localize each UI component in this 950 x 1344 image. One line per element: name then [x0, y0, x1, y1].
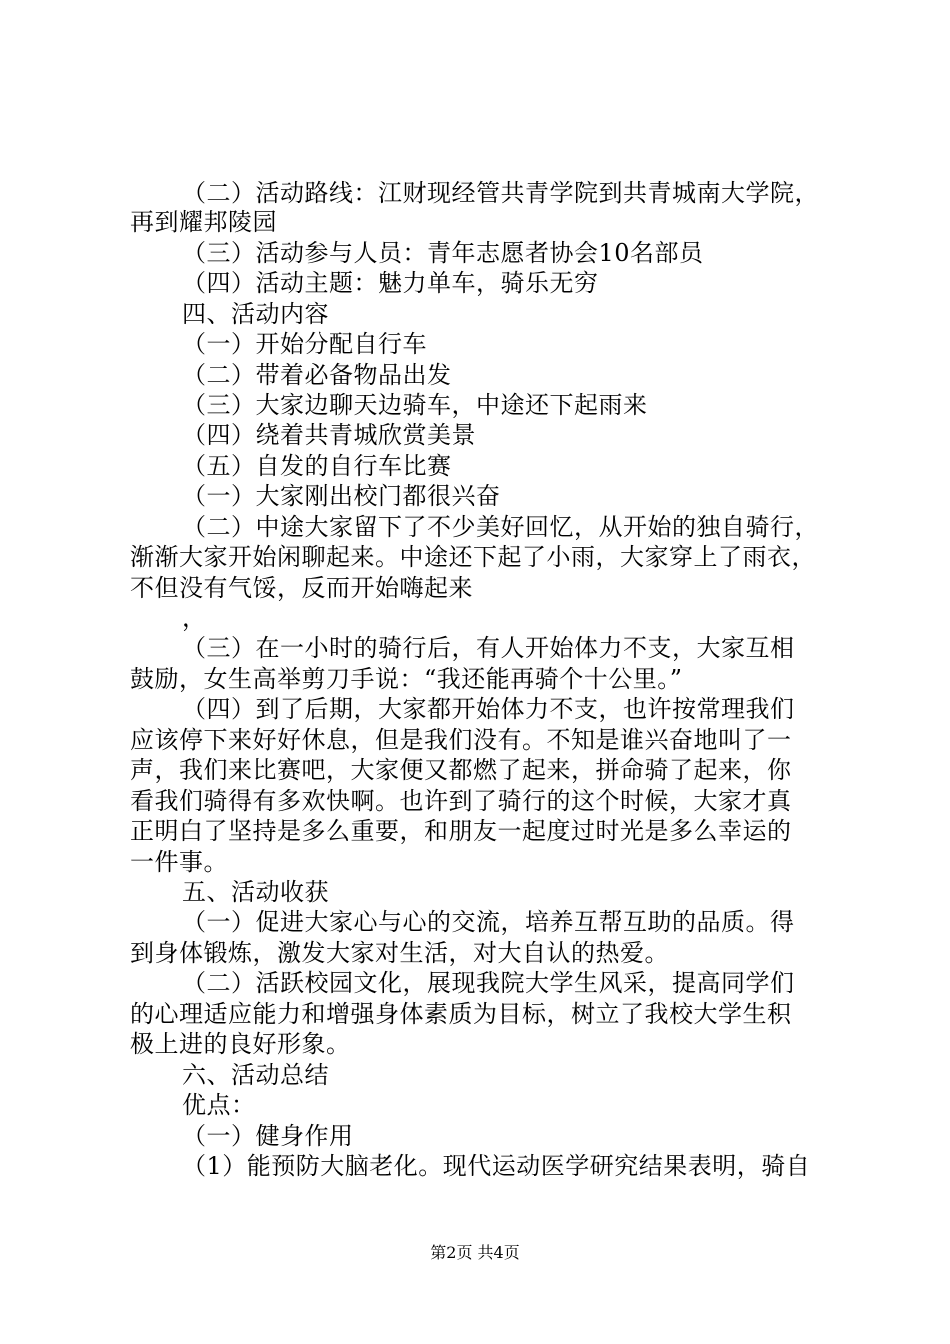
text-line: （四）绕着共青城欣赏美景 — [182, 421, 476, 449]
page-number-footer: 第2页 共4页 — [430, 1243, 520, 1262]
text-line: 渐渐大家开始闲聊起来。中途还下起了小雨，大家穿上了雨衣， — [130, 543, 816, 571]
section-heading: 五、活动收获 — [182, 878, 329, 906]
text-line: （一）大家刚出校门都很兴奋 — [182, 482, 501, 510]
text-line: （二）活跃校园文化，展现我院大学生风采，提高同学们 — [182, 969, 795, 997]
text-line: 优点： — [182, 1091, 256, 1119]
text-line: （三）大家边聊天边骑车，中途还下起雨来 — [182, 391, 648, 419]
text-line: （四）到了后期，大家都开始体力不支，也许按常理我们 — [182, 695, 795, 723]
text-line: 应该停下来好好休息，但是我们没有。不知是谁兴奋地叫了一 — [130, 726, 792, 754]
section-heading: 六、活动总结 — [182, 1061, 329, 1089]
text-line: （四）活动主题：魅力单车，骑乐无穷 — [182, 269, 599, 297]
text-line: 鼓励，女生高举剪刀手说：“我还能再骑个十公里。” — [130, 665, 683, 693]
section-heading: 四、活动内容 — [182, 300, 329, 328]
text-line: （三）在一小时的骑行后，有人开始体力不支，大家互相 — [182, 634, 795, 662]
text-line: 到身体锻炼，激发大家对生活，对大自认的热爱。 — [130, 939, 669, 967]
text-line: 再到耀邦陵园 — [130, 208, 277, 236]
text-line: 的心理适应能力和增强身体素质为目标，树立了我校大学生积 — [130, 1000, 792, 1028]
text-line: 一件事。 — [130, 848, 228, 876]
text-line: 看我们骑得有多欢快啊。也许到了骑行的这个时候，大家才真 — [130, 787, 792, 815]
text-line: （一）促进大家心与心的交流，培养互帮互助的品质。得 — [182, 908, 795, 936]
text-line: （五）自发的自行车比赛 — [182, 452, 452, 480]
text-line: 极上进的良好形象。 — [130, 1030, 351, 1058]
text-line: （一）健身作用 — [182, 1122, 354, 1150]
text-line: （1）能预防大脑老化。现代运动医学研究结果表明，骑自 — [182, 1152, 811, 1180]
text-line: 不但没有气馁，反而开始嗨起来 — [130, 574, 473, 602]
text-line: ， — [182, 604, 207, 632]
text-line: （二）中途大家留下了不少美好回忆，从开始的独自骑行， — [182, 513, 819, 541]
text-line: （一）开始分配自行车 — [182, 330, 427, 358]
text-line: （二）活动路线：江财现经管共青学院到共青城南大学院， — [182, 179, 819, 207]
text-line: 正明白了坚持是多么重要，和朋友一起度过时光是多么幸运的 — [130, 817, 792, 845]
text-line: 声，我们来比赛吧，大家便又都燃了起来，拼命骑了起来，你 — [130, 756, 792, 784]
text-line: （二）带着必备物品出发 — [182, 361, 452, 389]
text-line: （三）活动参与人员：青年志愿者协会10名部员 — [182, 239, 704, 267]
